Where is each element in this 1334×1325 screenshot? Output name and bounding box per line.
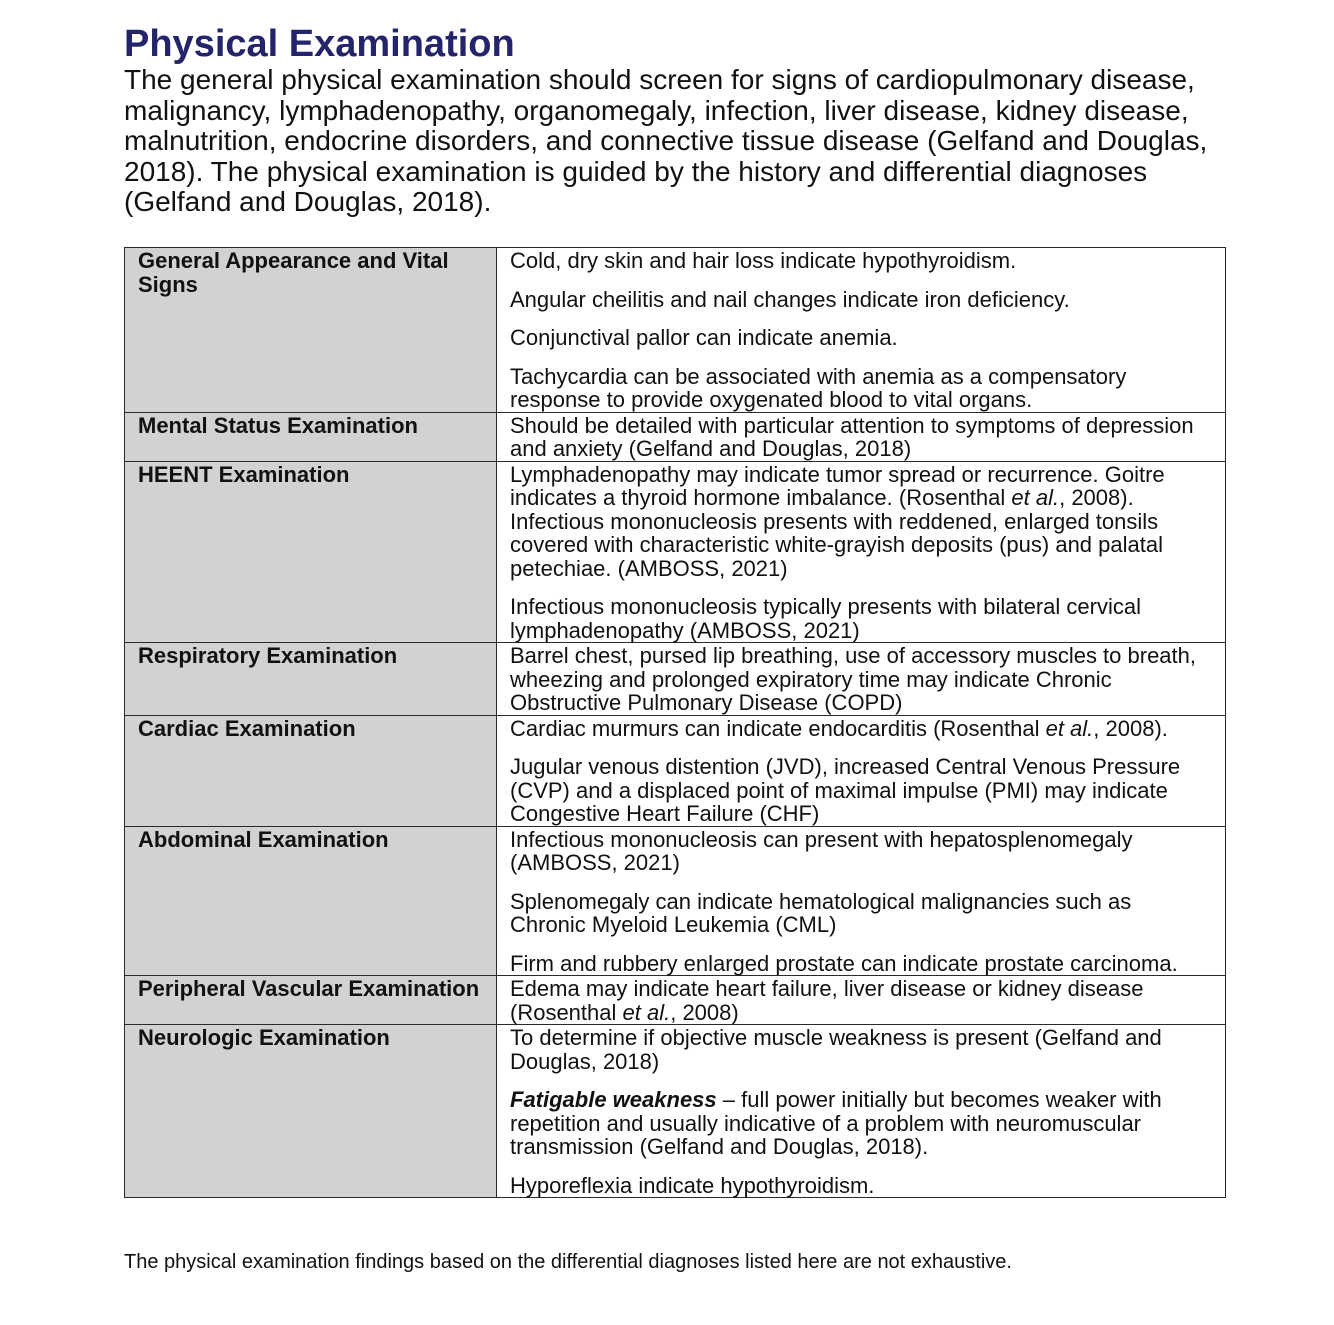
findings-cell <box>497 1025 1226 1198</box>
finding-italic: et al. <box>1045 715 1094 741</box>
category-cell: Cardiac Examination <box>125 715 497 826</box>
category-cell: Peripheral Vascular Examination <box>125 976 497 1025</box>
finding-text-part: – full power initially but becomes weaker with repetition and usually indicative of a problem with neuromuscular transmission (Gelfand and Douglas, 2018). <box>510 1087 1162 1159</box>
table-row <box>125 715 1226 826</box>
table-row <box>125 1025 1226 1198</box>
finding-text: Barrel chest, pursed lip breathing, use of accessory muscles to breath, wheezing and prolonged expiratory time may indicate Chronic Obstructive Pulmonary Disease (COPD) <box>510 643 1197 715</box>
category-cell: Abdominal Examination <box>125 826 497 976</box>
finding-text: Angular cheilitis and nail changes indicate iron deficiency. <box>510 286 1070 312</box>
finding-text: Firm and rubbery enlarged prostate can indicate prostate carcinoma. <box>510 950 1178 976</box>
findings-cell <box>497 976 1226 1025</box>
finding-text: Infectious mononucleosis typically presents with bilateral cervical lymphadenopathy (AMBOSS, 2021) <box>510 594 1141 643</box>
findings-cell <box>497 412 1226 461</box>
exam-table <box>124 247 1226 1198</box>
category-cell: HEENT Examination <box>125 461 497 643</box>
table-row <box>125 643 1226 716</box>
findings-cell <box>497 461 1226 643</box>
finding-text-part: , 2008). Infectious mononucleosis presents with reddened, enlarged tonsils covered with characteristic white-grayish deposits (pus) and palatal petechiae. (AMBOSS, 2021) <box>510 485 1163 581</box>
finding-text: To determine if objective muscle weakness is present (Gelfand and Douglas, 2018) <box>510 1025 1162 1074</box>
finding-text <box>510 1088 1213 1159</box>
footer-note: The physical examination findings based on the differential diagnoses listed here are not exhaustive. <box>124 1251 1012 1273</box>
table-row <box>125 248 1226 413</box>
finding-text-part: , 2008). <box>1093 715 1168 741</box>
finding-text: Infectious mononucleosis can present with hepatosplenomegaly (AMBOSS, 2021) <box>510 826 1133 875</box>
findings-cell <box>497 715 1226 826</box>
finding-text: Conjunctival pallor can indicate anemia. <box>510 325 898 350</box>
exam-table-body <box>125 248 1226 1198</box>
findings-cell <box>497 643 1226 716</box>
finding-text-part: Cardiac murmurs can indicate endocarditis (Rosenthal <box>510 715 1046 741</box>
finding-text: Tachycardia can be associated with anemia as a compensatory response to provide oxygenated blood to vital organs. <box>510 363 1127 412</box>
page-title: Physical Examination <box>124 23 515 65</box>
finding-text-part: Lymphadenopathy may indicate tumor spread or recurrence. Goitre indicates a thyroid hormone imbalance. (Rosenthal <box>510 461 1165 510</box>
finding-text: Jugular venous distention (JVD), increased Central Venous Pressure (CVP) and a displaced point of maximal impulse (PMI) may indicate Congestive Heart Failure (CHF) <box>510 754 1181 826</box>
table-row <box>125 461 1226 643</box>
finding-text: Splenomegaly can indicate hematological malignancies such as Chronic Myeloid Leukemia (CML) <box>510 888 1132 937</box>
finding-italic: et al. <box>1011 485 1060 510</box>
category-cell: Neurologic Examination <box>125 1025 497 1198</box>
category-cell: General Appearance and Vital Signs <box>125 248 497 413</box>
finding-text-part: Edema may indicate heart failure, liver disease or kidney disease (Rosenthal <box>510 976 1144 1025</box>
finding-text <box>510 977 1213 1024</box>
category-cell: Respiratory Examination <box>125 643 497 716</box>
finding-text: Cold, dry skin and hair loss indicate hypothyroidism. <box>510 248 1017 273</box>
table-row <box>125 976 1226 1025</box>
finding-text-part: , 2008) <box>670 999 739 1025</box>
intro-paragraph: The general physical examination should screen for signs of cardiopulmonary disease, malignancy, lymphadenopathy, organomegaly, infection, liver disease, kidney disease, malnutrition, endocrine disorders, and connective tissue disease (Gelfand and Douglas, 2018). The physical examination is guided by the history and differential diagnoses (Gelfand and Douglas, 2018). <box>124 64 1208 217</box>
findings-cell <box>497 826 1226 976</box>
findings-cell <box>497 248 1226 413</box>
finding-italic: et al. <box>622 999 671 1025</box>
finding-text: Should be detailed with particular attention to symptoms of depression and anxiety (Gelfand and Douglas, 2018) <box>510 412 1194 461</box>
table-row <box>125 826 1226 976</box>
finding-text <box>510 717 1213 741</box>
finding-emphasis-term: Fatigable weakness <box>510 1087 717 1112</box>
finding-text <box>510 463 1213 581</box>
finding-text: Hyporeflexia indicate hypothyroidism. <box>510 1172 875 1198</box>
category-cell: Mental Status Examination <box>125 412 497 461</box>
table-row <box>125 412 1226 461</box>
